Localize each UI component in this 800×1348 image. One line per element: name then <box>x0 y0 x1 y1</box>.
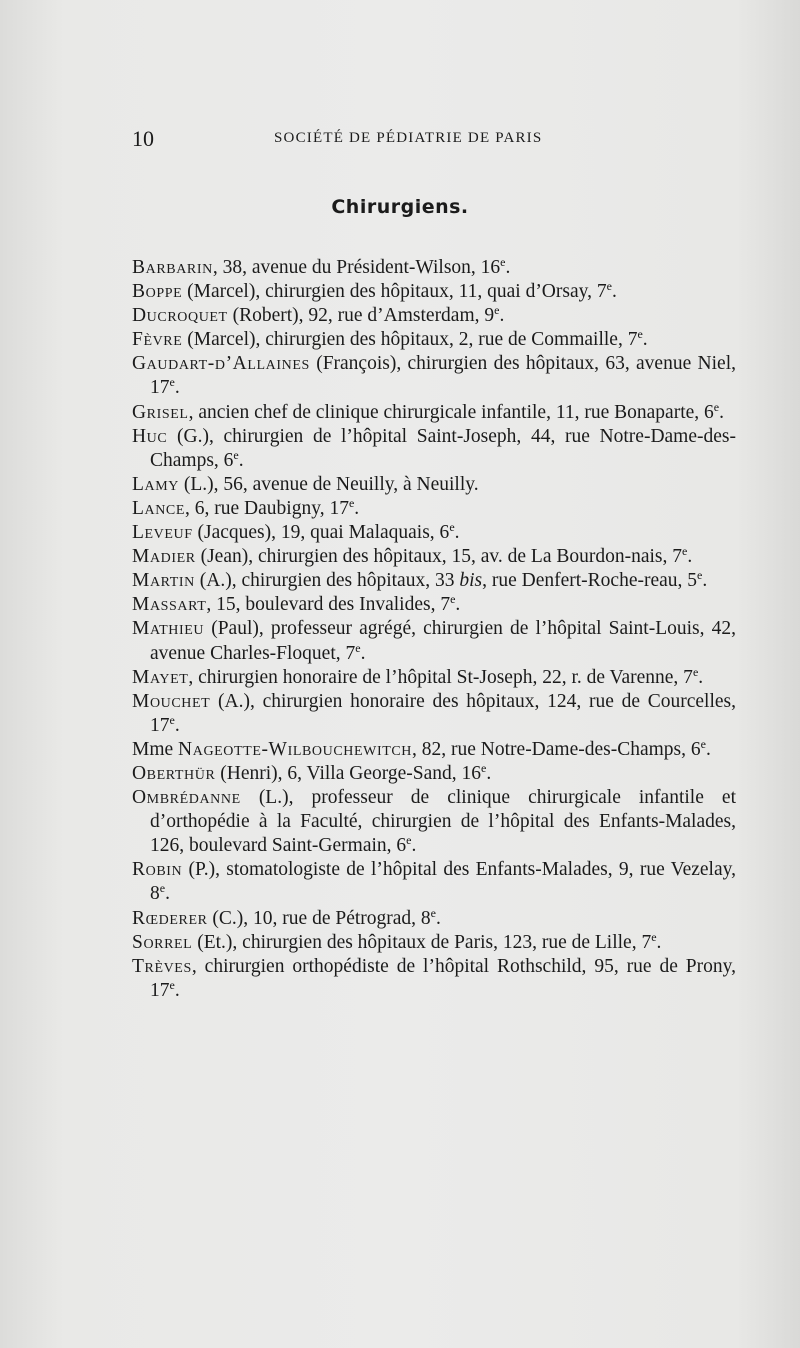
ordinal-superscript: e <box>697 568 703 583</box>
entry-end: . <box>454 522 460 544</box>
directory-entry-lamy <box>132 473 736 497</box>
entry-end: . <box>719 401 724 423</box>
ordinal-superscript: e <box>233 447 239 462</box>
entry-surname: Massart <box>132 594 207 616</box>
entry-end: . <box>435 907 441 929</box>
entry-surname: Ducroquet <box>132 305 228 327</box>
directory-list <box>132 256 736 1003</box>
entry-details: , 82, rue Notre-Dame-des-Champs, 6 <box>412 738 701 760</box>
ordinal-superscript: e <box>651 929 657 944</box>
entry-surname: Barbarin <box>132 257 213 278</box>
entry-details: (P.), stomatologiste de l’hôpital des Enfants-Malades, 9, rue Vezelay, 8 <box>150 859 736 905</box>
ordinal-superscript: e <box>494 303 500 318</box>
entry-surname: Mayet <box>132 666 189 688</box>
entry-details: (Henri), 6, Villa George-Sand, 16 <box>215 762 482 784</box>
entry-details: (Jacques), 19, quai Malaquais, 6 <box>192 522 450 544</box>
entry-end: . <box>611 281 617 303</box>
entry-details: (Marcel), chirurgien des hôpitaux, 2, rue de Commaille, 7 <box>182 329 638 351</box>
entry-surname: Trèves <box>132 955 192 977</box>
directory-entry-barbarin <box>132 256 736 280</box>
ordinal-superscript: e <box>713 399 720 414</box>
entry-surname: Nageotte-Wilbouchewitch <box>178 738 413 760</box>
entry-italic: bis <box>459 570 483 592</box>
ordinal-superscript: e <box>481 760 487 775</box>
directory-entry-boppe <box>132 280 736 304</box>
entry-details: (Marcel), chirurgien des hôpitaux, 11, quai d’Orsay, 7 <box>182 281 607 303</box>
ordinal-superscript: e <box>606 279 612 294</box>
entry-end: . <box>165 883 170 905</box>
entry-details: (L.), 56, avenue de Neuilly, à Neuilly. <box>178 473 479 495</box>
entry-details: (Et.), chirurgien des hôpitaux de Paris, 123, rue de Lille, 7 <box>192 931 652 953</box>
entry-details: (Paul), professeur agrégé, chirurgien de l’hôpital Saint-Louis, 42, avenue Charles-Floquet, 7 <box>150 618 736 664</box>
directory-entry-robin <box>132 858 736 906</box>
directory-entry-nageotte <box>132 738 736 762</box>
entry-end: . <box>238 449 244 471</box>
directory-entry-madier <box>132 545 736 569</box>
entry-end: . <box>698 666 704 688</box>
entry-details: (A.), chirurgien honoraire des hôpitaux, 124, rue de Courcelles, 17 <box>150 690 736 736</box>
directory-entry-ombredanne <box>132 786 736 858</box>
section-title: Chirurgiens. <box>331 196 469 218</box>
directory-entry-gaudart <box>132 352 736 400</box>
ordinal-superscript: e <box>169 977 175 992</box>
entry-end: . <box>486 762 492 784</box>
directory-entry-sorrel <box>132 931 736 955</box>
ordinal-superscript: e <box>355 640 361 655</box>
directory-entry-martin <box>132 569 736 593</box>
ordinal-superscript: e <box>348 495 355 510</box>
directory-entry-treves <box>132 955 736 1003</box>
entry-end: . <box>705 738 711 760</box>
ordinal-superscript: e <box>450 592 456 607</box>
entry-details: , chirurgien honoraire de l’hôpital St-Joseph, 22, r. de Varenne, 7 <box>188 666 693 688</box>
entry-surname: Boppe <box>132 281 183 303</box>
entry-surname: Martin <box>132 570 195 592</box>
entry-details: , 38, avenue du Président-Wilson, 16 <box>212 257 501 278</box>
directory-entry-mouchet <box>132 690 736 738</box>
entry-details: (G.), chirurgien de l’hôpital Saint-Joseph, 44, rue Notre-Dame-des-Champs, 6 <box>150 425 736 471</box>
entry-details: (C.), 10, rue de Pétrograd, 8 <box>207 907 431 929</box>
entry-prefix: Mme <box>132 738 179 760</box>
directory-entry-lance <box>132 497 736 521</box>
entry-details-cont: , rue Denfert-Roche-reau, 5 <box>482 570 698 592</box>
ordinal-superscript: e <box>637 327 643 342</box>
directory-entry-grisel <box>132 401 736 425</box>
entry-end: . <box>411 835 417 857</box>
entry-surname: Grisel <box>132 401 189 423</box>
entry-end: . <box>354 497 360 519</box>
entry-surname: Lamy <box>132 473 179 495</box>
ordinal-superscript: e <box>700 736 706 751</box>
page-number: 10 <box>132 126 154 151</box>
entry-end: . <box>499 305 505 327</box>
entry-end: . <box>687 546 693 568</box>
directory-entry-huc <box>132 425 736 473</box>
entry-end: . <box>174 714 180 736</box>
entry-details: (Jean), chirurgien des hôpitaux, 15, av. de La Bourdon-nais, 7 <box>195 546 683 568</box>
entry-end: . <box>702 570 708 592</box>
ordinal-superscript: e <box>500 255 506 269</box>
entry-end: . <box>455 594 461 616</box>
ordinal-superscript: e <box>692 664 699 679</box>
entry-end: . <box>505 257 511 278</box>
entry-surname: Mouchet <box>132 690 211 712</box>
entry-surname: Sorrel <box>132 931 193 953</box>
directory-entry-mathieu <box>132 617 736 665</box>
ordinal-superscript: e <box>682 544 688 559</box>
entry-end: . <box>656 931 662 953</box>
directory-entry-massart <box>132 593 736 617</box>
entry-end: . <box>174 377 180 399</box>
ordinal-superscript: e <box>430 905 436 920</box>
entry-details: , 15, boulevard des Invalides, 7 <box>206 594 451 616</box>
ordinal-superscript: e <box>406 833 412 848</box>
entry-surname: Leveuf <box>132 522 193 544</box>
entry-details: , ancien chef de clinique chirurgicale infantile, 11, rue Bonaparte, 6 <box>188 401 714 423</box>
entry-surname: Rœderer <box>132 907 208 929</box>
directory-entry-ducroquet <box>132 304 736 328</box>
directory-entry-oberthur <box>132 762 736 786</box>
entry-surname: Oberthür <box>132 762 216 784</box>
directory-entry-leveuf <box>132 521 736 545</box>
entry-details: (A.), chirurgien des hôpitaux, 33 <box>194 570 460 592</box>
running-head: SOCIÉTÉ DE PÉDIATRIE DE PARIS <box>274 130 543 146</box>
directory-entry-roederer <box>132 907 736 931</box>
entry-end: . <box>360 642 366 664</box>
ordinal-superscript: e <box>169 712 175 727</box>
directory-entry-fevre <box>132 328 736 352</box>
entry-details: (Robert), 92, rue d’Amsterdam, 9 <box>227 305 495 327</box>
entry-details: (François), chirurgien des hôpitaux, 63, avenue Niel, 17 <box>150 353 736 399</box>
ordinal-superscript: e <box>449 520 455 535</box>
page-header <box>132 126 732 156</box>
entry-details: (L.), professeur de clinique chirurgicale infantile et d’orthopédie à la Faculté, chirurgien de l’hôpital des Enfants-Malades, 126, boulevard Saint-Germain, 6 <box>150 787 736 857</box>
entry-surname: Ombrédanne <box>132 787 241 809</box>
entry-surname: Fèvre <box>132 329 183 351</box>
entry-surname: Mathieu <box>132 618 205 640</box>
entry-surname: Lance <box>132 497 186 519</box>
entry-surname: Huc <box>132 425 168 447</box>
ordinal-superscript: e <box>159 881 166 896</box>
entry-surname: Gaudart-d’Allaines <box>132 353 310 375</box>
ordinal-superscript: e <box>169 375 175 390</box>
entry-surname: Robin <box>132 859 183 881</box>
entry-details: , 6, rue Daubigny, 17 <box>185 497 349 519</box>
entry-end: . <box>174 979 180 1001</box>
entry-details: , chirurgien orthopédiste de l’hôpital Rothschild, 95, rue de Prony, 17 <box>150 955 736 1001</box>
entry-surname: Madier <box>132 546 196 568</box>
directory-entry-mayet <box>132 666 736 690</box>
entry-end: . <box>642 329 648 351</box>
